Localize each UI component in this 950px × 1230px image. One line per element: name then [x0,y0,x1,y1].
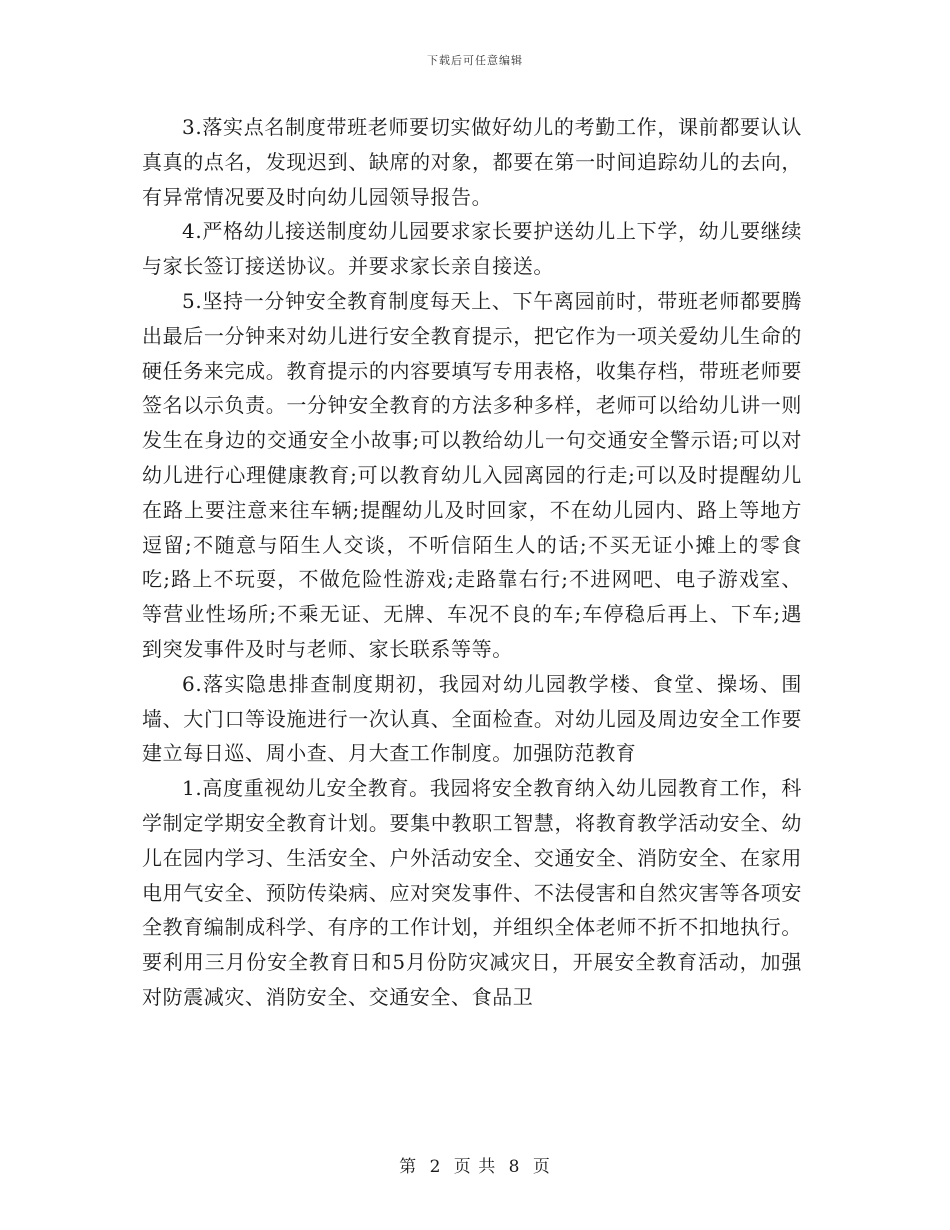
paragraph: 5.坚持一分钟安全教育制度每天上、下午离园前时，带班老师都要腾出最后一分钟来对幼儿进行安全教育提示，把它作为一项关爱幼儿生命的硬任务来完成。教育提示的内容要填写专用表格，收集存档，带班老师要签名以示负责。一分钟安全教育的方法多种多样，老师可以给幼儿讲一则发生在身边的交通安全小故事;可以教给幼儿一句交通安全警示语;可以对幼儿进行心理健康教育;可以教育幼儿入园离园的行走;可以及时提醒幼儿在路上要注意来往车辆;提醒幼儿及时回家，不在幼儿园内、路上等地方逗留;不随意与陌生人交谈，不听信陌生人的话;不买无证小摊上的零食吃;路上不玩耍，不做危险性游戏;走路靠右行;不进网吧、电子游戏室、等营业性场所;不乘无证、无牌、车况不良的车;车停稳后再上、下车;遇到突发事件及时与老师、家长联系等等。 [142,288,802,661]
paragraph: 1.高度重视幼儿安全教育。我园将安全教育纳入幼儿园教育工作，科学制定学期安全教育计划。要集中教职工智慧，将教育教学活动安全、幼儿在园内学习、生活安全、户外活动安全、交通安全、消防安全、在家用电用气安全、预防传染病、应对突发事件、不法侵害和自然灾害等各项安全教育编制成科学、有序的工作计划，并组织全体老师不折不扣地执行。要利用三月份安全教育日和5月份防灾减灾日，开展安全教育活动，加强对防震减灾、消防安全、交通安全、食品卫 [142,776,802,1009]
footer-middle: 页 共 [453,1157,497,1177]
paragraph: 6.落实隐患排查制度期初，我园对幼儿园教学楼、食堂、操场、围墙、大门口等设施进行一次认真、全面检查。对幼儿园及周边安全工作要建立每日巡、周小查、月大查工作制度。加强防范教育 [142,671,802,766]
paragraph: 3.落实点名制度带班老师要切实做好幼儿的考勤工作，课前都要认认真真的点名，发现迟到、缺席的对象，都要在第一时间追踪幼儿的去向，有异常情况要及时向幼儿园领导报告。 [142,115,802,209]
page-footer [0,1152,950,1177]
document-body [142,110,802,1015]
page-header: 下载后可任意编辑 [427,54,523,67]
paragraph: 4.严格幼儿接送制度幼儿园要求家长要护送幼儿上下学，幼儿要继续与家长签订接送协议。并要求家长亲自接送。 [142,219,802,279]
footer-prefix: 第 [399,1157,418,1177]
footer-page-number: 2 [429,1157,442,1177]
footer-total-pages: 8 [508,1157,521,1177]
footer-suffix: 页 [532,1157,551,1177]
